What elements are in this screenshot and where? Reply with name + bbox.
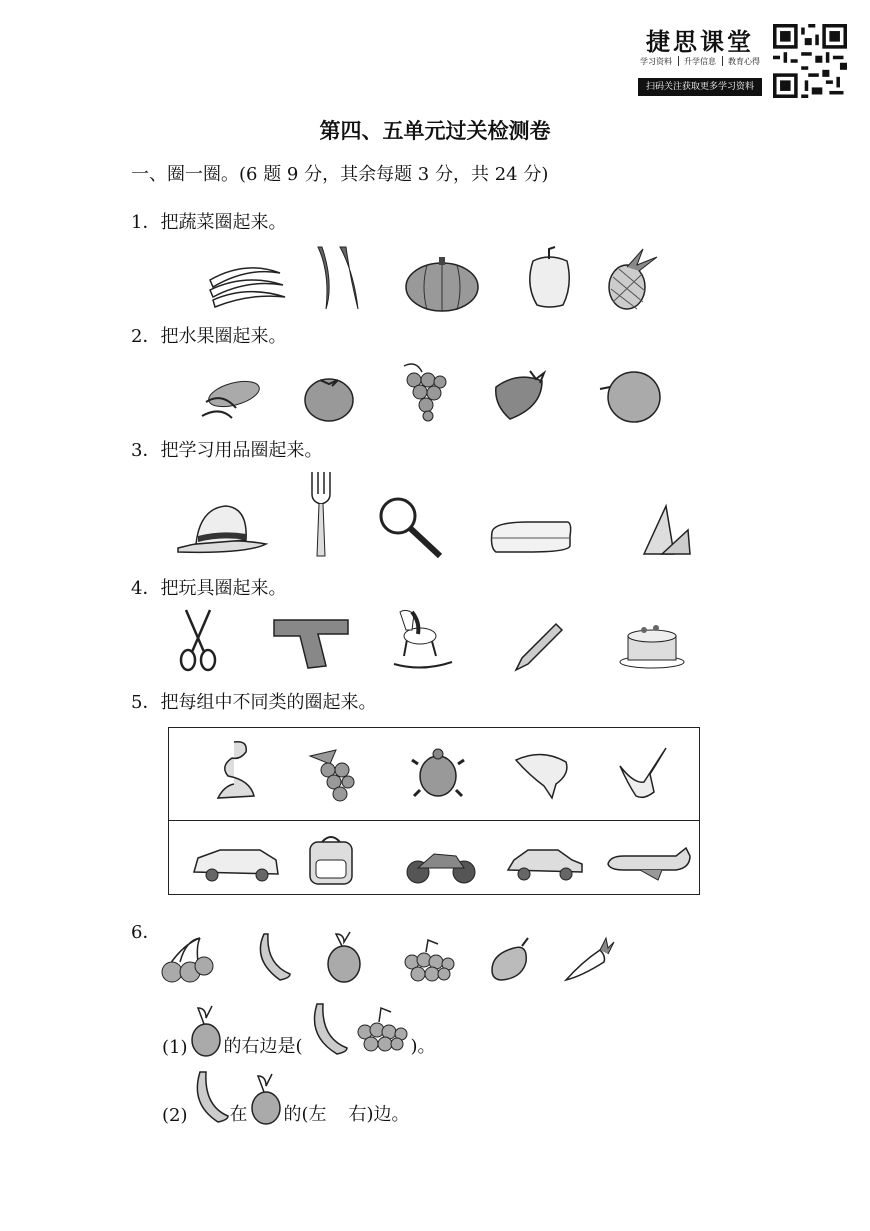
q6-sub2-left: 的(左	[283, 1104, 327, 1125]
rocking-horse-icon[interactable]	[390, 606, 456, 670]
banana-icon	[303, 1000, 355, 1058]
green-beans-icon[interactable]	[310, 243, 368, 313]
q6-sub1-text: 的右边是(	[223, 1036, 303, 1057]
mango-icon	[188, 1002, 224, 1058]
banana-icon	[188, 1068, 230, 1126]
mango-icon	[248, 1070, 284, 1126]
pen-icon[interactable]	[512, 618, 564, 672]
banana-icon[interactable]	[205, 255, 287, 313]
car-icon[interactable]	[504, 842, 586, 884]
brand-tags	[638, 56, 762, 67]
cake-icon[interactable]	[616, 618, 688, 670]
eggplant-icon[interactable]	[488, 934, 534, 982]
snake-icon[interactable]	[210, 736, 264, 804]
q6-sub2	[162, 1066, 410, 1126]
q6-sub1	[162, 998, 436, 1058]
cherries-icon[interactable]	[160, 934, 216, 984]
hat-icon[interactable]	[176, 500, 268, 556]
question-1: 1．把蔬菜圈起来。	[131, 212, 287, 233]
pineapple-icon[interactable]	[603, 247, 661, 311]
question-6: 6．	[131, 922, 161, 943]
set-square-icon[interactable]	[636, 502, 692, 556]
strawberry-icon[interactable]	[490, 367, 548, 422]
q6-sub1-prefix: (1)	[162, 1037, 188, 1058]
q6-sub2-prefix: (2)	[162, 1105, 188, 1126]
dolphin-icon[interactable]	[512, 746, 576, 804]
bird-icon[interactable]	[614, 744, 672, 804]
q5-divider	[168, 820, 700, 821]
tomato-icon[interactable]	[302, 372, 356, 422]
brand-tag: 学习资料	[640, 57, 672, 66]
q6-sub2-text: 在	[229, 1104, 248, 1125]
pencil-case-icon[interactable]	[488, 518, 574, 556]
mango-icon[interactable]	[322, 930, 366, 984]
qr-code-icon[interactable]	[773, 24, 847, 98]
corn-icon[interactable]	[196, 372, 266, 424]
page-title: 第四、五单元过关检测卷	[319, 119, 551, 143]
toy-gun-icon[interactable]	[272, 614, 352, 670]
melon-icon[interactable]	[598, 367, 664, 425]
brand-tag: 教育心得	[728, 57, 760, 66]
question-3: 3．把学习用品圈起来。	[131, 440, 323, 461]
scissors-icon[interactable]	[178, 608, 218, 672]
q6-sub2-right: 右)边。	[348, 1104, 410, 1125]
airplane-icon[interactable]	[604, 842, 692, 882]
backpack-icon[interactable]	[302, 832, 360, 888]
grapes-icon	[355, 1000, 411, 1058]
banana-icon[interactable]	[250, 930, 294, 984]
magnifier-icon[interactable]	[376, 496, 446, 560]
grapes-icon[interactable]	[306, 746, 362, 804]
suv-icon[interactable]	[190, 844, 282, 884]
carrot-icon[interactable]	[560, 936, 616, 984]
brand-bar: 扫码关注获取更多学习资料	[638, 78, 762, 96]
fork-icon[interactable]	[306, 470, 336, 560]
question-5: 5．把每组中不同类的圈起来。	[131, 692, 377, 713]
q6-sub1-suffix: )。	[410, 1036, 436, 1057]
section-heading: 一、圈一圈。(6 题 9 分，其余每题 3 分，共 24 分)	[131, 164, 549, 185]
bell-pepper-icon[interactable]	[523, 245, 575, 309]
grapes-icon[interactable]	[402, 936, 456, 984]
motorcycle-icon[interactable]	[404, 838, 478, 886]
brand-name: 捷思课堂	[646, 27, 754, 56]
question-2: 2．把水果圈起来。	[131, 326, 287, 347]
brand-tag: 升学信息	[684, 57, 716, 66]
grapes-icon[interactable]	[398, 358, 450, 422]
pumpkin-icon[interactable]	[403, 255, 481, 313]
question-4: 4．把玩具圈起来。	[131, 578, 287, 599]
turtle-icon[interactable]	[410, 748, 466, 802]
